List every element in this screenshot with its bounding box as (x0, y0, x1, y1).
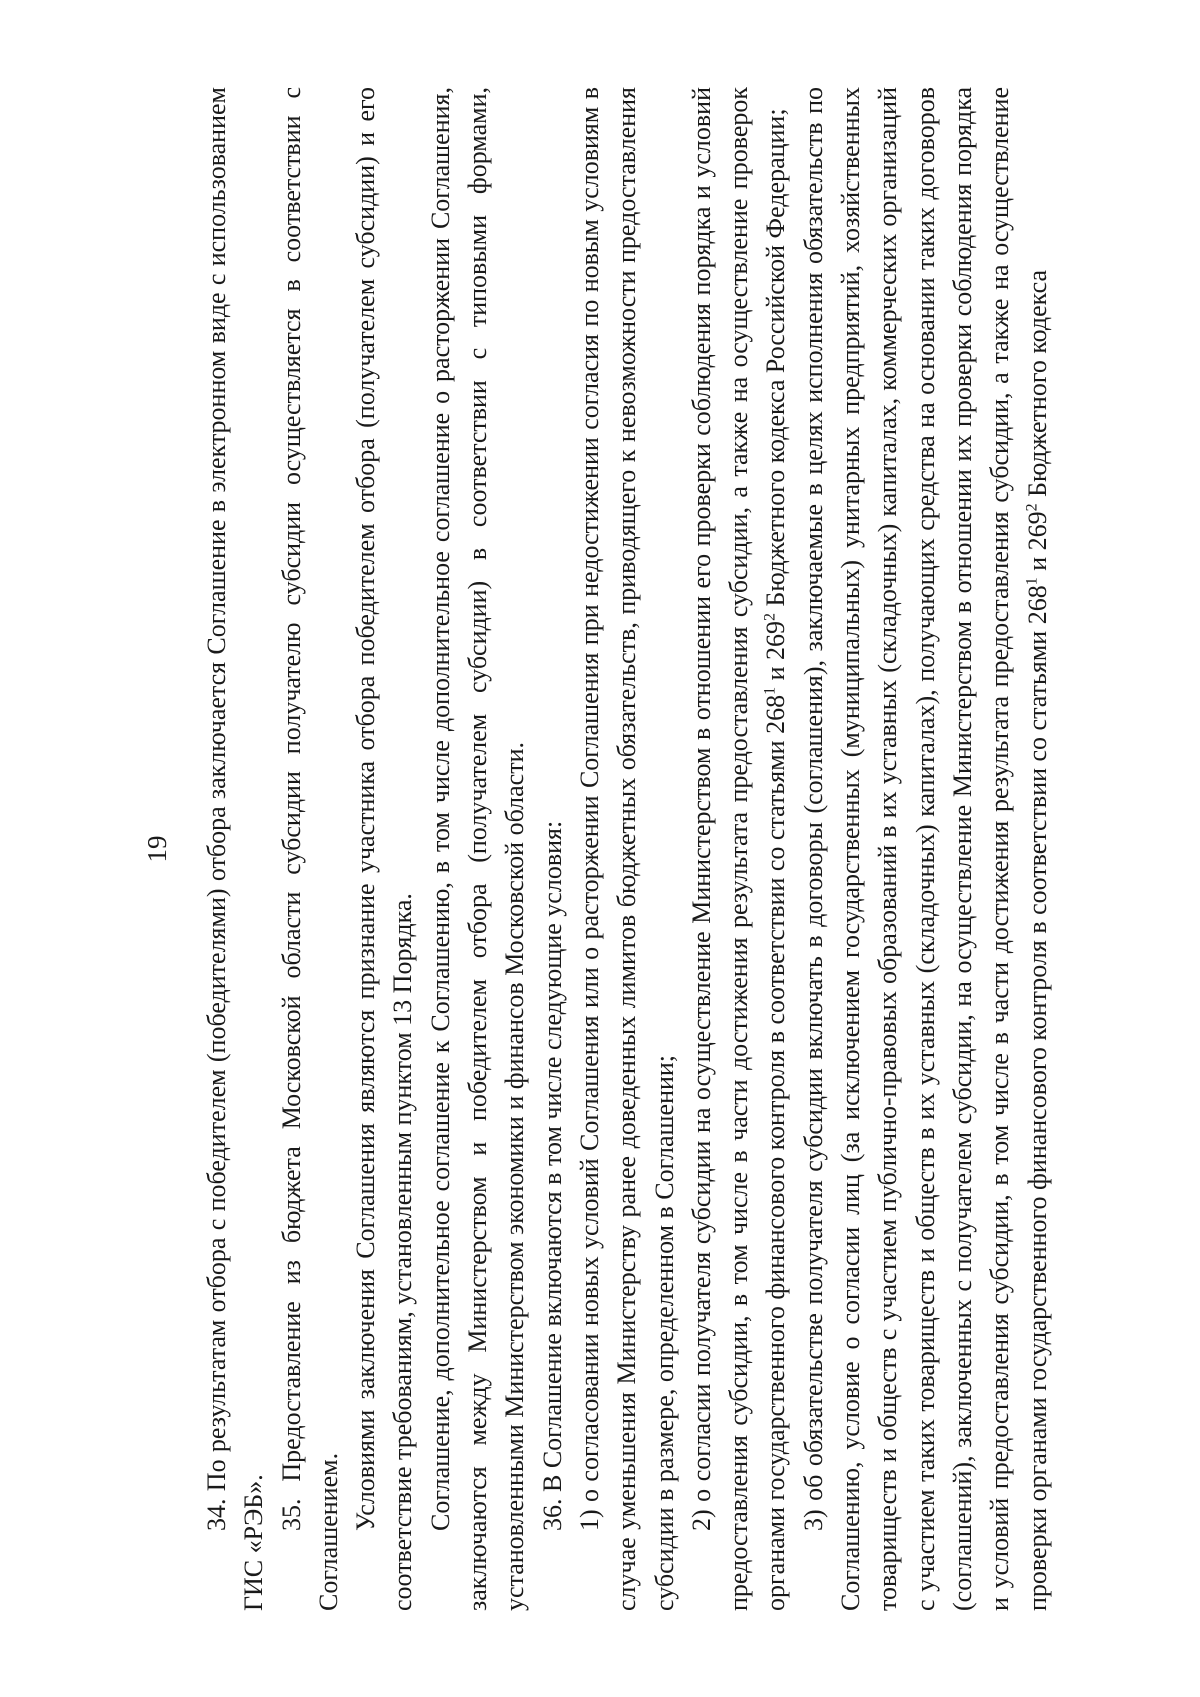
list-item-3-text-b: и 269 (1022, 510, 1052, 577)
list-item-3 (795, 87, 1056, 1611)
page-number: 19 (142, 835, 172, 862)
paragraph-35: 35. Предоставление из бюджета Московской области субсидии получателю субсидии осуществляется в соответствии с Соглашением. (276, 86, 343, 1611)
list-item-1: 1) о согласовании новых условий Соглашения или о расторжении Соглашения при недостижении согласия по новым условиям в случае уменьшения Министерству ранее доведенных лимитов бюджетных обязательств, приводящего к невозможности предоставления субсидии в размере, определенном в Соглашении; (574, 86, 679, 1611)
superscript: 2 (1022, 502, 1040, 511)
paragraph-36: 36. В Соглашение включаются в том числе следующие условия: (537, 820, 567, 1531)
superscript: 2 (761, 612, 779, 621)
list-item-3-text-c: Бюджетного кодекса (1022, 269, 1052, 503)
list-item-2 (683, 87, 795, 1611)
paragraph-34: 34. По результатам отбора с победителем (победителями) отбора заключается Соглашение в электронном виде с использованием ГИС «РЭБ». (202, 86, 269, 1611)
paragraph-conditions: Условиями заключения Соглашения являются признание участника отбора победителем отбора (получателем субсидии) и его соответствие требованиям, установленным пунктом 13 Порядка. (351, 86, 418, 1611)
rotated-text-frame (100, 69, 1100, 1629)
list-item-2-text-a: 2) о согласии получателя субсидии на осуществление Министерством в отношении его проверки соблюдения порядка и условий предоставления субсидии, в том числе в части достижения результата предоставления субсидии, а также на осуществление проверок органами государственного финансового контроля в соответствии со статьями 268 (686, 86, 791, 1611)
list-item-2-text-c: Бюджетного кодекса Российской Федерации; (761, 107, 791, 613)
superscript: 1 (1022, 576, 1040, 585)
paragraph-agreement: Соглашение, дополнительное соглашение к Соглашению, в том числе дополнительное соглашение о расторжении Соглашения, заключаются между Министерством и победителем отбора (получателем субсидии) в соответствии с типовыми формами, установленными Министерством экономики и финансов Московской области. (425, 86, 530, 1611)
superscript: 1 (761, 686, 779, 695)
list-item-2-text-b: и 269 (761, 620, 791, 687)
list-item-3-text-a: 3) об обязательстве получателя субсидии включать в договоры (соглашения), заключаемые в целях исполнения обязательств по Соглашению, условие о согласии лиц (за исключением государственных (муниципальных) унитарных предприятий, хозяйственных товариществ и обществ с участием публично-правовых образований в их уставных (складочных) капиталах, коммерческих организаций с участием таких товариществ и обществ в их уставных (складочных) капиталах), получающих средства на основании таких договоров (соглашений), заключенных с получателем субсидии, на осуществление Министерством в отношении их проверки соблюдения порядка и условий предоставления субсидии, в том числе в части достижения результата предоставления субсидии, а также на осуществление проверки органами государственного финансового контроля в соответствии со статьями 268 (798, 86, 1052, 1611)
document-body (198, 87, 1056, 1611)
